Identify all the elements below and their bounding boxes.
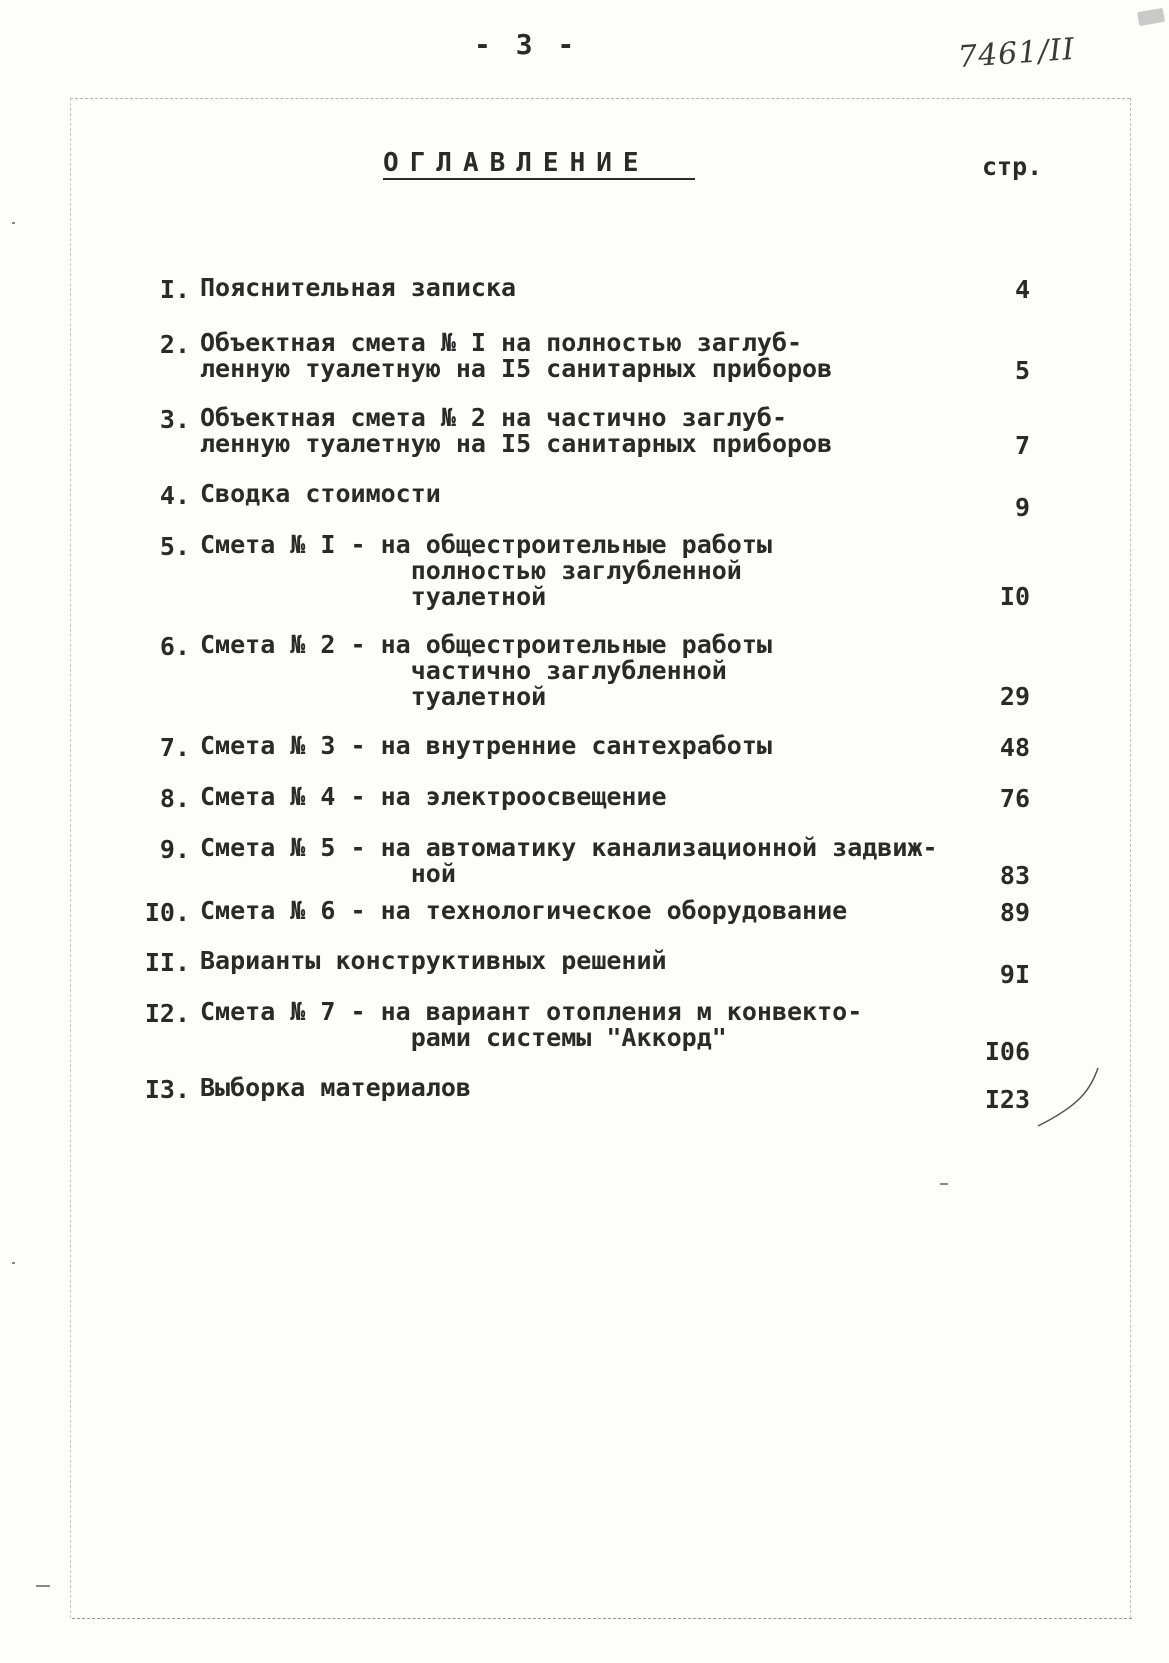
toc-entry-page: 4 (1014, 275, 1030, 304)
toc-entry-page: 5 (1014, 356, 1030, 385)
toc-entry-text: Пояснительная записка (200, 273, 517, 302)
handwritten-pen-mark (1030, 1060, 1100, 1130)
toc-entry-number: 8. (159, 784, 190, 813)
page-number: - 3 - (474, 28, 579, 61)
scan-speck (12, 222, 15, 224)
toc-entry-number: I0. (144, 898, 190, 927)
toc-entry-number: I3. (144, 1075, 190, 1104)
toc-entry-number: 6. (159, 632, 190, 661)
toc-entry-number: 5. (159, 532, 190, 561)
toc-entry-text: Смета № I - на общестроительные работы полностью заглубленной туалетной (200, 530, 772, 611)
page-frame-right-line (1130, 98, 1131, 1618)
toc-entry-text: Объектная смета № 2 на частично заглуб- ленную туалетную на I5 санитарных приборов (200, 403, 833, 458)
toc-entry-number: 7. (159, 733, 190, 762)
scan-speck (36, 1585, 50, 1587)
toc-entry-page: I23 (984, 1085, 1030, 1114)
toc-entry-text: Сводка стоимости (200, 479, 441, 508)
toc-entry-text: Смета № 6 - на технологическое оборудование (200, 896, 848, 925)
toc-entry-page: 9 (1014, 493, 1030, 522)
handwritten-archive-number: 7461/II (956, 31, 1077, 76)
toc-entry-number: 9. (159, 835, 190, 864)
toc-entry-text: Смета № 5 - на автоматику канализационной задвиж- ной (200, 833, 938, 888)
toc-entry-page: I0 (999, 582, 1030, 611)
toc-entry-page: 7 (1014, 431, 1030, 460)
page-column-header: стр. (982, 152, 1043, 181)
toc-entry-number: II. (144, 948, 190, 977)
toc-title: ОГЛАВЛЕНИЕ (383, 148, 650, 178)
toc-entry-number: I2. (144, 999, 190, 1028)
toc-entry-text: Варианты конструктивных решений (200, 946, 667, 975)
toc-entry-page: 89 (999, 898, 1030, 927)
toc-entry-text: Смета № 4 - на электроосвещение (200, 782, 667, 811)
toc-entry-page: 29 (999, 682, 1030, 711)
scan-speck (12, 1262, 15, 1264)
toc-entry-page: 76 (999, 784, 1030, 813)
toc-entry-text: Выборка материалов (200, 1073, 471, 1102)
toc-entry-number: 3. (159, 405, 190, 434)
toc-entry-text: Смета № 7 - на вариант отопления м конвекто- рами системы "Аккорд" (200, 997, 863, 1052)
page-frame-bottom-line (72, 1618, 1132, 1619)
toc-title-underline (383, 178, 695, 180)
page-frame-left-line (70, 98, 71, 1618)
toc-entry-page: 48 (999, 733, 1030, 762)
toc-entry-text: Объектная смета № I на полностью заглуб- ленную туалетную на I5 санитарных приборов (200, 328, 833, 383)
toc-entry-number: I. (159, 275, 190, 304)
toc-entry-number: 2. (159, 330, 190, 359)
toc-entry-page: 83 (999, 861, 1030, 890)
scan-speck (940, 1183, 948, 1185)
corner-stamp-mark (1137, 8, 1165, 26)
toc-entry-page: 9I (999, 960, 1030, 989)
toc-entry-text: Смета № 2 - на общестроительные работы частично заглубленной туалетной (200, 630, 772, 711)
page-frame-top-line (70, 98, 1130, 99)
toc-entry-page: I06 (984, 1037, 1030, 1066)
toc-entry-number: 4. (159, 481, 190, 510)
toc-entry-text: Смета № 3 - на внутренние сантехработы (200, 731, 772, 760)
